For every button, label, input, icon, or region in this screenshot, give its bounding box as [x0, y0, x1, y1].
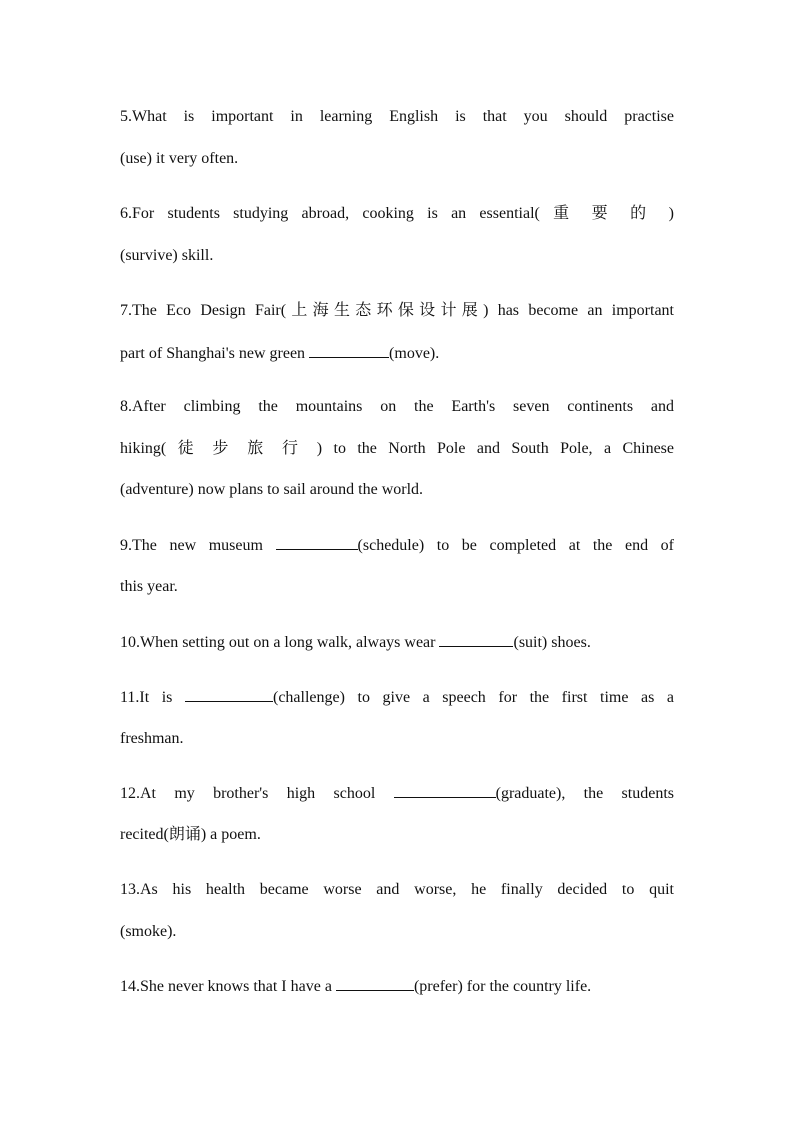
question-7-line-2 [120, 342, 674, 364]
question-11-line-2: freshman. [120, 730, 184, 747]
word-hint: (challenge) to give a speech for the first time as a [272, 689, 675, 706]
question-8-line-1 [120, 396, 674, 418]
question-13-line-2: (smoke). [120, 923, 177, 940]
answer-blank[interactable] [336, 975, 414, 991]
question-number: 14. [120, 978, 140, 995]
question-13-line-1 [120, 879, 674, 901]
question-6-line-1 [120, 203, 674, 225]
question-10-line-1 [120, 631, 674, 653]
question-number: 9. [120, 537, 132, 554]
question-9-line-2: this year. [120, 578, 178, 595]
question-number: 5. [120, 108, 132, 125]
question-number: 13. [120, 881, 140, 898]
question-text: part of Shanghai's new green [120, 345, 310, 362]
question-number: 11. [120, 689, 140, 706]
answer-blank[interactable] [394, 782, 496, 798]
question-7-line-1 [120, 300, 674, 322]
answer-blank[interactable] [309, 342, 389, 358]
question-text: As his health became worse and worse, he finally decided to quit [140, 881, 674, 898]
question-text: She never knows that I have a [140, 978, 336, 995]
answer-blank[interactable] [276, 534, 358, 550]
question-9-line-1 [120, 534, 674, 556]
question-8-line-3: (adventure) now plans to sail around the world. [120, 481, 424, 498]
question-text: The new museum [132, 537, 276, 554]
word-hint: (schedule) to be completed at the end of [357, 537, 675, 554]
word-hint: (graduate), the students [495, 785, 674, 802]
question-text: The Eco Design Fair(上海生态环保设计展) has become an important [132, 302, 674, 319]
question-text: At my brother's high school [140, 785, 394, 802]
question-5-line-1 [120, 106, 674, 128]
question-11-line-1 [120, 686, 674, 708]
question-8-line-2: hiking( 徒 步 旅 行 ) to the North Pole and South Pole, a Chinese [120, 440, 674, 457]
answer-blank[interactable] [439, 631, 513, 647]
answer-blank[interactable] [185, 686, 273, 702]
question-12-line-2: recited(朗诵) a poem. [120, 826, 261, 843]
question-number: 6. [120, 205, 132, 222]
question-number: 8. [120, 398, 132, 415]
word-hint: (suit) shoes. [513, 634, 591, 651]
question-text: For students studying abroad, cooking is an essential( 重 要 的 ) [132, 205, 674, 222]
question-number: 7. [120, 302, 132, 319]
word-hint: (move). [389, 345, 440, 362]
question-5-line-2: (use) it very often. [120, 150, 239, 167]
question-6-line-2: (survive) skill. [120, 247, 214, 264]
question-number: 12. [120, 785, 140, 802]
question-12-line-1 [120, 782, 674, 804]
question-text: When setting out on a long walk, always wear [140, 634, 440, 651]
question-text: What is important in learning English is that you should practise [132, 108, 674, 125]
question-text: It is [139, 689, 185, 706]
question-text: After climbing the mountains on the Earth's seven continents and [132, 398, 674, 415]
question-14-line-1 [120, 975, 674, 997]
question-number: 10. [120, 634, 140, 651]
word-hint: (prefer) for the country life. [413, 978, 592, 995]
